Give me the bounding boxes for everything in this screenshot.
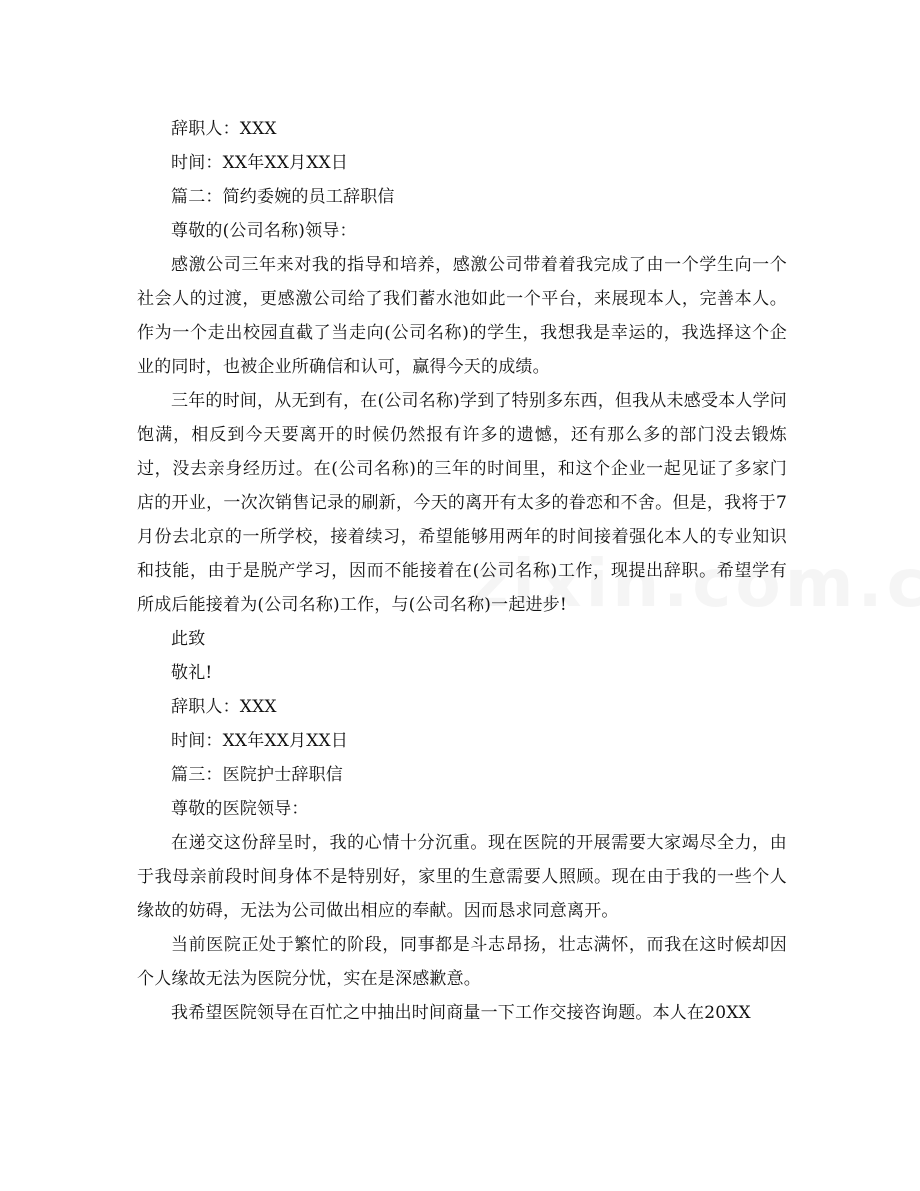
body-paragraph-5: 我希望医院领导在百忙之中抽出时间商量一下工作交接咨询题。本人在20XX xyxy=(171,1003,751,1023)
regards-line: 敬礼! xyxy=(171,663,213,683)
closing-line: 此致 xyxy=(171,629,206,649)
section-heading-2: 篇二：简约委婉的员工辞职信 xyxy=(171,187,395,207)
body-paragraph-1: 感激公司三年来对我的指导和培养，感激公司带着着我完成了由一个学生向一个社会人的过渡，更感激公司给了我们蓄水池如此一个平台，来展现本人，完善本人。作为一个走出校园直截了当走向(公司名称)的学生，我想我是幸运的，我选择这个企业的同时，也被企业所确信和认可，赢得今天的成绩。 xyxy=(137,255,787,377)
resigner-line: 辞职人：XXX xyxy=(171,119,277,139)
body-paragraph-4: 当前医院正处于繁忙的阶段，同事都是斗志昂扬，壮志满怀，而我在这时候却因个人缘故无法为医院分忧，实在是深感歉意。 xyxy=(137,935,787,989)
body-paragraph-3: 在递交这份辞呈时，我的心情十分沉重。现在医院的开展需要大家竭尽全力，由于我母亲前段时间身体不是特别好，家里的生意需要人照顾。现在由于我的一些个人缘故的妨碍，无法为公司做出相应的奉献。因而恳求同意离开。 xyxy=(137,833,787,921)
section-heading-3: 篇三：医院护士辞职信 xyxy=(171,765,343,785)
salutation-line-2: 尊敬的医院领导： xyxy=(171,799,309,819)
body-paragraph-2: 三年的时间，从无到有，在(公司名称)学到了特别多东西，但我从未感受本人学问饱满，相反到今天要离开的时候仍然报有许多的遗憾，还有那么多的部门没去锻炼过，没去亲身经历过。在(公司名称)的三年的时间里，和这个企业一起见证了多家门店的开业，一次次销售记录的刷新，今天的离开有太多的眷恋和不舍。但是，我将于7月份去北京的一所学校，接着续习，希望能够用两年的时间接着强化本人的专业知识和技能，由于是脱产学习，因而不能接着在(公司名称)工作，现提出辞职。希望学有所成后能接着为(公司名称)工作，与(公司名称)一起进步! xyxy=(137,391,787,615)
date-line-2: 时间：XX年XX月XX日 xyxy=(171,731,349,751)
date-line: 时间：XX年XX月XX日 xyxy=(171,153,349,173)
resigner-line-2: 辞职人：XXX xyxy=(171,697,277,717)
salutation-line: 尊敬的(公司名称)领导： xyxy=(171,221,357,241)
document-body xyxy=(137,112,787,1030)
